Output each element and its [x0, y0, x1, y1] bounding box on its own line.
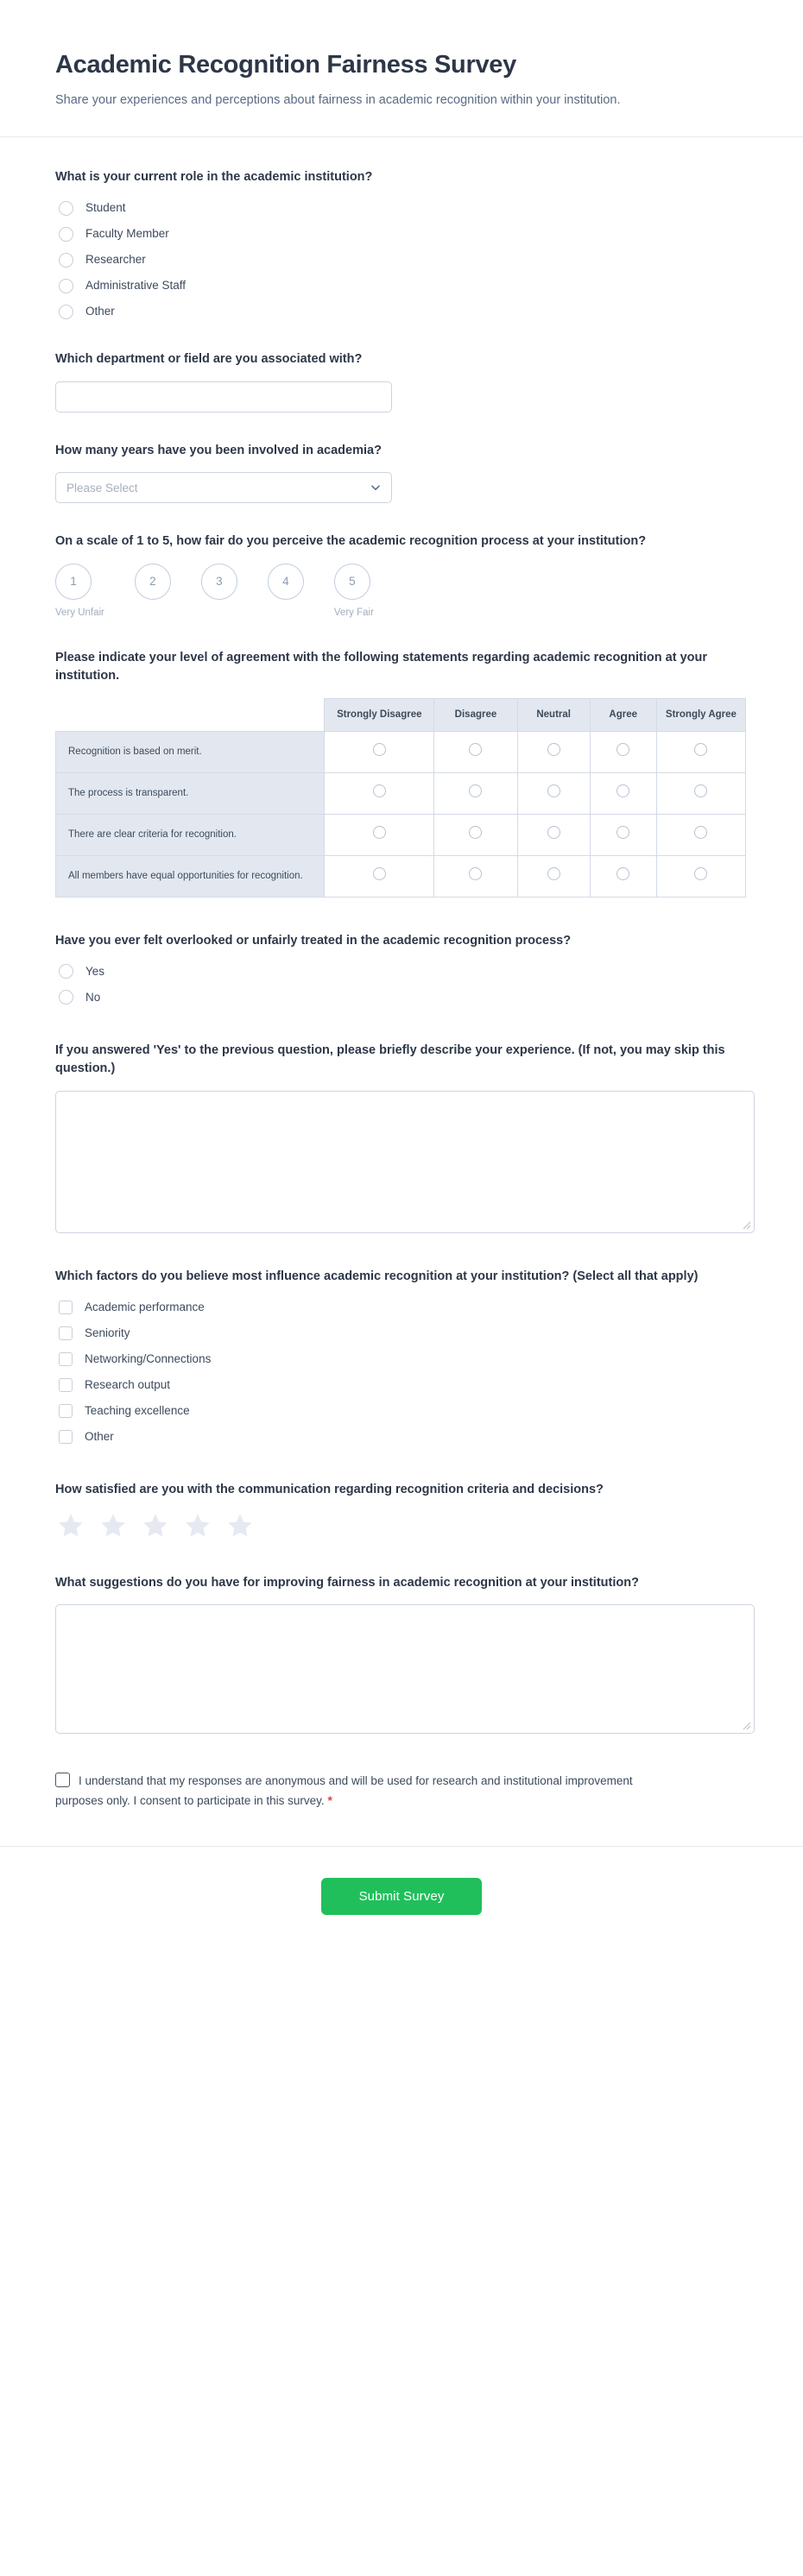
question-experience — [55, 1042, 748, 1233]
years-select-value: Please Select — [66, 481, 138, 494]
role-option[interactable] — [55, 302, 748, 321]
role-option-group — [55, 198, 748, 321]
question-satisfaction — [55, 1481, 748, 1539]
factors-option[interactable] — [55, 1401, 748, 1420]
star-icon[interactable] — [99, 1512, 127, 1540]
radio-icon[interactable] — [59, 305, 73, 319]
factors-option-group — [55, 1298, 748, 1446]
question-overlooked-label: Have you ever felt overlooked or unfairly treated in the academic recognition process? — [55, 933, 572, 948]
matrix-column-header: Strongly Disagree — [325, 698, 434, 731]
years-select[interactable] — [55, 472, 392, 503]
matrix-row-label: There are clear criteria for recognition. — [56, 814, 325, 855]
radio-icon[interactable] — [469, 784, 482, 797]
matrix-column-header: Disagree — [434, 698, 518, 731]
question-satisfaction-label: How satisfied are you with the communication regarding recognition criteria and decisions? — [55, 1483, 604, 1497]
scale-item — [334, 564, 374, 620]
radio-icon[interactable] — [547, 784, 560, 797]
radio-icon[interactable] — [373, 743, 386, 756]
question-years — [55, 442, 748, 503]
factors-option-label: Other — [85, 1429, 114, 1443]
question-suggestions — [55, 1574, 748, 1734]
star-icon[interactable] — [142, 1512, 169, 1540]
question-factors-label: Which factors do you believe most influence academic recognition at your institution? (Select all that apply) — [55, 1269, 699, 1283]
matrix-column-header: Strongly Agree — [656, 698, 745, 731]
checkbox-icon[interactable] — [59, 1301, 73, 1314]
overlooked-option-label: Yes — [85, 964, 105, 978]
matrix-cell[interactable] — [590, 814, 656, 855]
matrix-row-label: The process is transparent. — [56, 772, 325, 814]
required-asterisk: * — [327, 1793, 332, 1808]
radio-icon[interactable] — [694, 743, 707, 756]
checkbox-icon[interactable] — [59, 1378, 73, 1392]
radio-icon[interactable] — [616, 743, 629, 756]
agreement-matrix-table — [55, 698, 746, 898]
factors-option[interactable] — [55, 1376, 748, 1395]
matrix-cell[interactable] — [434, 814, 518, 855]
radio-icon[interactable] — [616, 826, 629, 839]
radio-icon[interactable] — [59, 227, 73, 242]
role-option[interactable] — [55, 224, 748, 243]
scale-high-caption: Very Fair — [333, 607, 374, 618]
radio-icon[interactable] — [59, 201, 73, 216]
matrix-cell[interactable] — [590, 772, 656, 814]
scale-point[interactable]: 3 — [201, 564, 237, 600]
role-option-label: Administrative Staff — [85, 278, 187, 292]
matrix-cell[interactable] — [517, 772, 590, 814]
scale-point[interactable]: 5 — [334, 564, 370, 600]
table-row — [56, 731, 746, 772]
radio-icon[interactable] — [616, 867, 629, 880]
factors-option-label: Teaching excellence — [85, 1403, 190, 1417]
table-row — [56, 814, 746, 855]
question-role — [55, 168, 748, 321]
question-agreement-matrix — [55, 649, 748, 898]
consent-checkbox-icon[interactable] — [55, 1773, 70, 1787]
matrix-column-header: Neutral — [517, 698, 590, 731]
matrix-cell[interactable] — [517, 855, 590, 897]
table-row — [56, 855, 746, 897]
overlooked-option[interactable] — [55, 988, 748, 1007]
survey-footer — [0, 1847, 803, 1949]
question-fairness-scale-label: On a scale of 1 to 5, how fair do you perceive the academic recognition process at your institution? — [55, 534, 647, 549]
matrix-cell[interactable] — [656, 772, 745, 814]
table-row — [56, 772, 746, 814]
role-option[interactable] — [55, 276, 748, 295]
matrix-header-row — [56, 698, 746, 731]
matrix-cell[interactable] — [517, 731, 590, 772]
matrix-cell[interactable] — [656, 814, 745, 855]
matrix-cell[interactable] — [590, 731, 656, 772]
matrix-column-header: Agree — [590, 698, 656, 731]
checkbox-icon[interactable] — [59, 1404, 73, 1418]
radio-icon[interactable] — [694, 784, 707, 797]
suggestions-textarea[interactable] — [55, 1604, 755, 1734]
scale-point[interactable]: 1 — [55, 564, 92, 600]
resize-grip-icon[interactable] — [742, 1721, 751, 1730]
survey-body — [0, 137, 803, 1734]
matrix-cell[interactable] — [325, 855, 434, 897]
radio-icon[interactable] — [59, 253, 73, 268]
question-suggestions-label: What suggestions do you have for improving fairness in academic recognition at your institution? — [55, 1575, 639, 1590]
matrix-corner-cell — [56, 698, 325, 731]
survey-header — [0, 0, 803, 136]
page-subtitle: Share your experiences and perceptions about fairness in academic recognition within your institution. — [55, 93, 621, 108]
scale-point[interactable]: 2 — [135, 564, 171, 600]
consent-block — [0, 1772, 803, 1811]
factors-option-label: Seniority — [85, 1326, 130, 1339]
overlooked-option-label: No — [85, 990, 101, 1004]
question-department — [55, 350, 748, 412]
scale-point[interactable]: 4 — [268, 564, 304, 600]
matrix-cell[interactable] — [434, 855, 518, 897]
role-option-label: Faculty Member — [85, 226, 169, 240]
radio-icon[interactable] — [616, 784, 629, 797]
checkbox-icon[interactable] — [59, 1352, 73, 1366]
question-factors — [55, 1268, 748, 1446]
checkbox-icon[interactable] — [59, 1430, 73, 1444]
question-experience-label: If you answered 'Yes' to the previous question, please briefly describe your experience. (If not, you may skip this question.) — [55, 1042, 725, 1076]
radio-icon[interactable] — [547, 743, 560, 756]
fairness-scale-group — [55, 564, 748, 620]
scale-item — [135, 564, 171, 620]
submit-survey-button[interactable]: Submit Survey — [321, 1878, 483, 1915]
factors-option-label: Research output — [85, 1377, 171, 1391]
matrix-row-label: All members have equal opportunities for recognition. — [56, 855, 325, 897]
role-option-label: Other — [85, 304, 115, 318]
radio-icon[interactable] — [59, 279, 73, 293]
radio-icon[interactable] — [694, 826, 707, 839]
factors-option[interactable] — [55, 1298, 748, 1317]
role-option-label: Researcher — [85, 252, 146, 266]
star-icon[interactable] — [226, 1512, 254, 1540]
page-title: Academic Recognition Fairness Survey — [55, 51, 516, 79]
matrix-cell[interactable] — [656, 855, 745, 897]
role-option[interactable] — [55, 198, 748, 217]
radio-icon[interactable] — [373, 826, 386, 839]
consent-text: I understand that my responses are anonymous and will be used for research and institutional improvement purposes only. I consent to participate in this survey. — [55, 1774, 633, 1808]
question-years-label: How many years have you been involved in academia? — [55, 443, 382, 457]
radio-icon[interactable] — [547, 867, 560, 880]
scale-item — [201, 564, 237, 620]
scale-item — [55, 564, 104, 620]
question-department-label: Which department or field are you associated with? — [55, 352, 363, 367]
radio-icon[interactable] — [469, 743, 482, 756]
radio-icon[interactable] — [694, 867, 707, 880]
factors-option[interactable] — [55, 1350, 748, 1369]
matrix-cell[interactable] — [590, 855, 656, 897]
factors-option-label: Academic performance — [85, 1300, 205, 1313]
role-option-label: Student — [85, 200, 126, 214]
scale-item — [268, 564, 304, 620]
factors-option[interactable] — [55, 1427, 748, 1446]
experience-textarea[interactable] — [55, 1091, 755, 1233]
scale-low-caption: Very Unfair — [55, 607, 104, 618]
chevron-down-icon — [370, 482, 381, 493]
question-agreement-matrix-label: Please indicate your level of agreement with the following statements regarding academic recognition at your institution. — [55, 650, 707, 683]
radio-icon[interactable] — [469, 867, 482, 880]
radio-icon[interactable] — [469, 826, 482, 839]
matrix-cell[interactable] — [325, 814, 434, 855]
matrix-cell[interactable] — [656, 731, 745, 772]
department-input[interactable] — [55, 381, 392, 413]
factors-option-label: Networking/Connections — [85, 1351, 212, 1365]
factors-option[interactable] — [55, 1324, 748, 1343]
radio-icon[interactable] — [373, 784, 386, 797]
matrix-cell[interactable] — [434, 772, 518, 814]
radio-icon[interactable] — [547, 826, 560, 839]
matrix-cell[interactable] — [325, 772, 434, 814]
checkbox-icon[interactable] — [59, 1326, 73, 1340]
role-option[interactable] — [55, 250, 748, 269]
question-overlooked — [55, 932, 748, 1007]
question-role-label: What is your current role in the academic institution? — [55, 169, 373, 184]
satisfaction-star-rating — [57, 1512, 748, 1540]
star-icon[interactable] — [57, 1512, 85, 1540]
overlooked-option[interactable] — [55, 962, 748, 981]
radio-icon[interactable] — [59, 964, 73, 979]
matrix-cell[interactable] — [434, 731, 518, 772]
matrix-cell[interactable] — [517, 814, 590, 855]
radio-icon[interactable] — [373, 867, 386, 880]
matrix-row-label: Recognition is based on merit. — [56, 731, 325, 772]
overlooked-option-group — [55, 962, 748, 1007]
matrix-cell[interactable] — [325, 731, 434, 772]
resize-grip-icon[interactable] — [742, 1220, 751, 1230]
question-fairness-scale — [55, 532, 748, 619]
star-icon[interactable] — [184, 1512, 212, 1540]
consent-row[interactable] — [55, 1772, 660, 1811]
radio-icon[interactable] — [59, 990, 73, 1005]
